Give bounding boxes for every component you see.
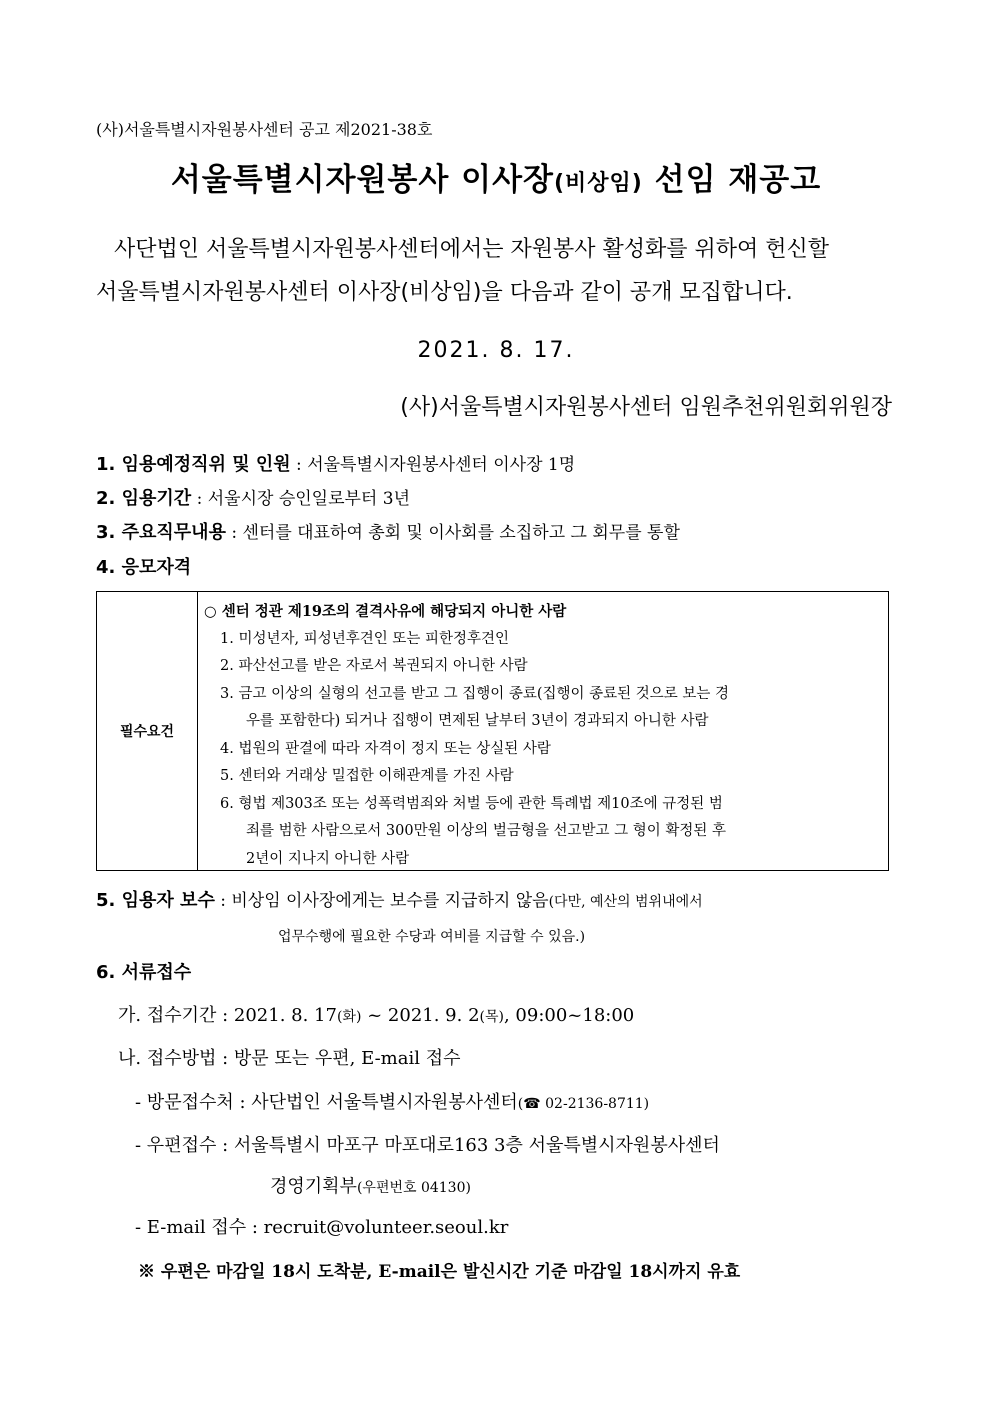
title-end: 선임 재공고 xyxy=(642,162,822,198)
requirement-item: 6. 형법 제303조 또는 성폭력범죄와 처벌 등에 관한 특례법 제10조에 규정된 범 xyxy=(220,795,723,812)
requirements-heading: ○ 센터 정관 제19조의 결격사유에 해당되지 아니한 사람 xyxy=(204,603,567,620)
section-duties-label: 3. 주요직무내용 xyxy=(96,522,226,543)
period-end-day: (목) xyxy=(479,1009,504,1025)
period-hours: , 09:00~18:00 xyxy=(503,1005,635,1026)
post-dept: 경영기획부 xyxy=(270,1176,357,1197)
section-term-label: 2. 임용기간 xyxy=(96,488,192,509)
section-pay-label: 5. 임용자 보수 xyxy=(96,890,215,911)
requirement-item: 5. 센터와 거래상 밀접한 이해관계를 가진 사람 xyxy=(220,768,514,784)
email-submission: - E-mail 접수 : recruit@volunteer.seoul.kr xyxy=(135,1217,509,1238)
section-duties xyxy=(96,518,680,544)
issuer: (사)서울특별시자원봉사센터 임원추천위원회위원장 xyxy=(400,395,892,420)
requirement-item: 2. 파산선고를 받은 자로서 복권되지 아니한 사람 xyxy=(220,658,528,674)
requirement-item-cont: 우를 포함한다) 되거나 집행이 면제된 날부터 3년이 경과되지 아니한 사람 xyxy=(246,713,709,729)
post-zip: (우편번호 04130) xyxy=(356,1180,471,1196)
requirements-label: 필수요건 xyxy=(97,592,198,870)
section-term-value: : 서울시장 승인일로부터 3년 xyxy=(191,489,410,509)
requirements-table xyxy=(96,591,889,871)
deadline-note: ※ 우편은 마감일 18시 도착분, E-mail은 발신시간 기준 마감일 18시까지 유효 xyxy=(138,1262,741,1282)
notice-number: (사)서울특별시자원봉사센터 공고 제2021-38호 xyxy=(96,120,433,139)
section-submission-label: 6. 서류접수 xyxy=(96,962,192,983)
submission-method: 나. 접수방법 : 방문 또는 우편, E-mail 접수 xyxy=(118,1048,461,1069)
visit-phone: (☎ 02-2136-8711) xyxy=(517,1096,650,1112)
section-eligibility-label: 4. 응모자격 xyxy=(96,557,192,578)
visit-place: - 방문접수처 : 사단법인 서울특별시자원봉사센터 xyxy=(135,1092,518,1113)
requirement-item-cont: 죄를 범한 사람으로서 300만원 이상의 벌금형을 선고받고 그 형이 확정된 후 xyxy=(246,823,726,839)
section-duties-value: : 센터를 대표하여 총회 및 이사회를 소집하고 그 회무를 통할 xyxy=(225,523,680,543)
section-position xyxy=(96,450,575,476)
submission-period xyxy=(118,1001,634,1027)
period-start: 가. 접수기간 : 2021. 8. 17 xyxy=(118,1005,337,1026)
requirements-body xyxy=(198,592,888,870)
requirement-item: 1. 미성년자, 피성년후견인 또는 피한정후견인 xyxy=(220,630,510,647)
requirement-item: 3. 금고 이상의 실형의 선고를 받고 그 집행이 종료(집행이 종료된 것으로 보는 경 xyxy=(220,685,730,702)
section-pay xyxy=(96,886,703,912)
requirement-item-cont: 2년이 지나지 아니한 사람 xyxy=(246,850,410,867)
visit-submission xyxy=(135,1088,649,1114)
post-submission: - 우편접수 : 서울특별시 마포구 마포대로163 3층 서울특별시자원봉사센터 xyxy=(135,1135,720,1156)
section-pay-note: (다만, 예산의 범위내에서 xyxy=(548,894,703,910)
intro-line-2: 서울특별시자원봉사센터 이사장(비상임)을 다음과 같이 공개 모집합니다. xyxy=(96,280,793,305)
section-eligibility xyxy=(96,553,191,579)
period-end: ~ 2021. 9. 2 xyxy=(361,1005,480,1026)
section-position-value: : 서울특별시자원봉사센터 이사장 1명 xyxy=(290,455,576,475)
title-main: 서울특별시자원봉사 이사장 xyxy=(170,162,554,198)
section-term xyxy=(96,484,410,510)
post-submission-dept xyxy=(270,1172,471,1198)
section-pay-value: : 비상임 이사장에게는 보수를 지급하지 않음 xyxy=(214,891,549,911)
title-small: (비상임) xyxy=(553,171,643,196)
requirement-item: 4. 법원의 판결에 따라 자격이 정지 또는 상실된 사람 xyxy=(220,740,551,757)
intro-line-1: 사단법인 서울특별시자원봉사센터에서는 자원봉사 활성화를 위하여 헌신할 xyxy=(114,237,830,262)
section-submission xyxy=(96,958,191,984)
period-start-day: (화) xyxy=(336,1009,362,1025)
page-title xyxy=(0,154,992,199)
section-pay-note-cont: 업무수행에 필요한 수당과 여비를 지급할 수 있음.) xyxy=(278,929,586,945)
notice-date: 2021. 8. 17. xyxy=(417,338,575,363)
section-position-label: 1. 임용예정직위 및 인원 xyxy=(96,454,291,475)
